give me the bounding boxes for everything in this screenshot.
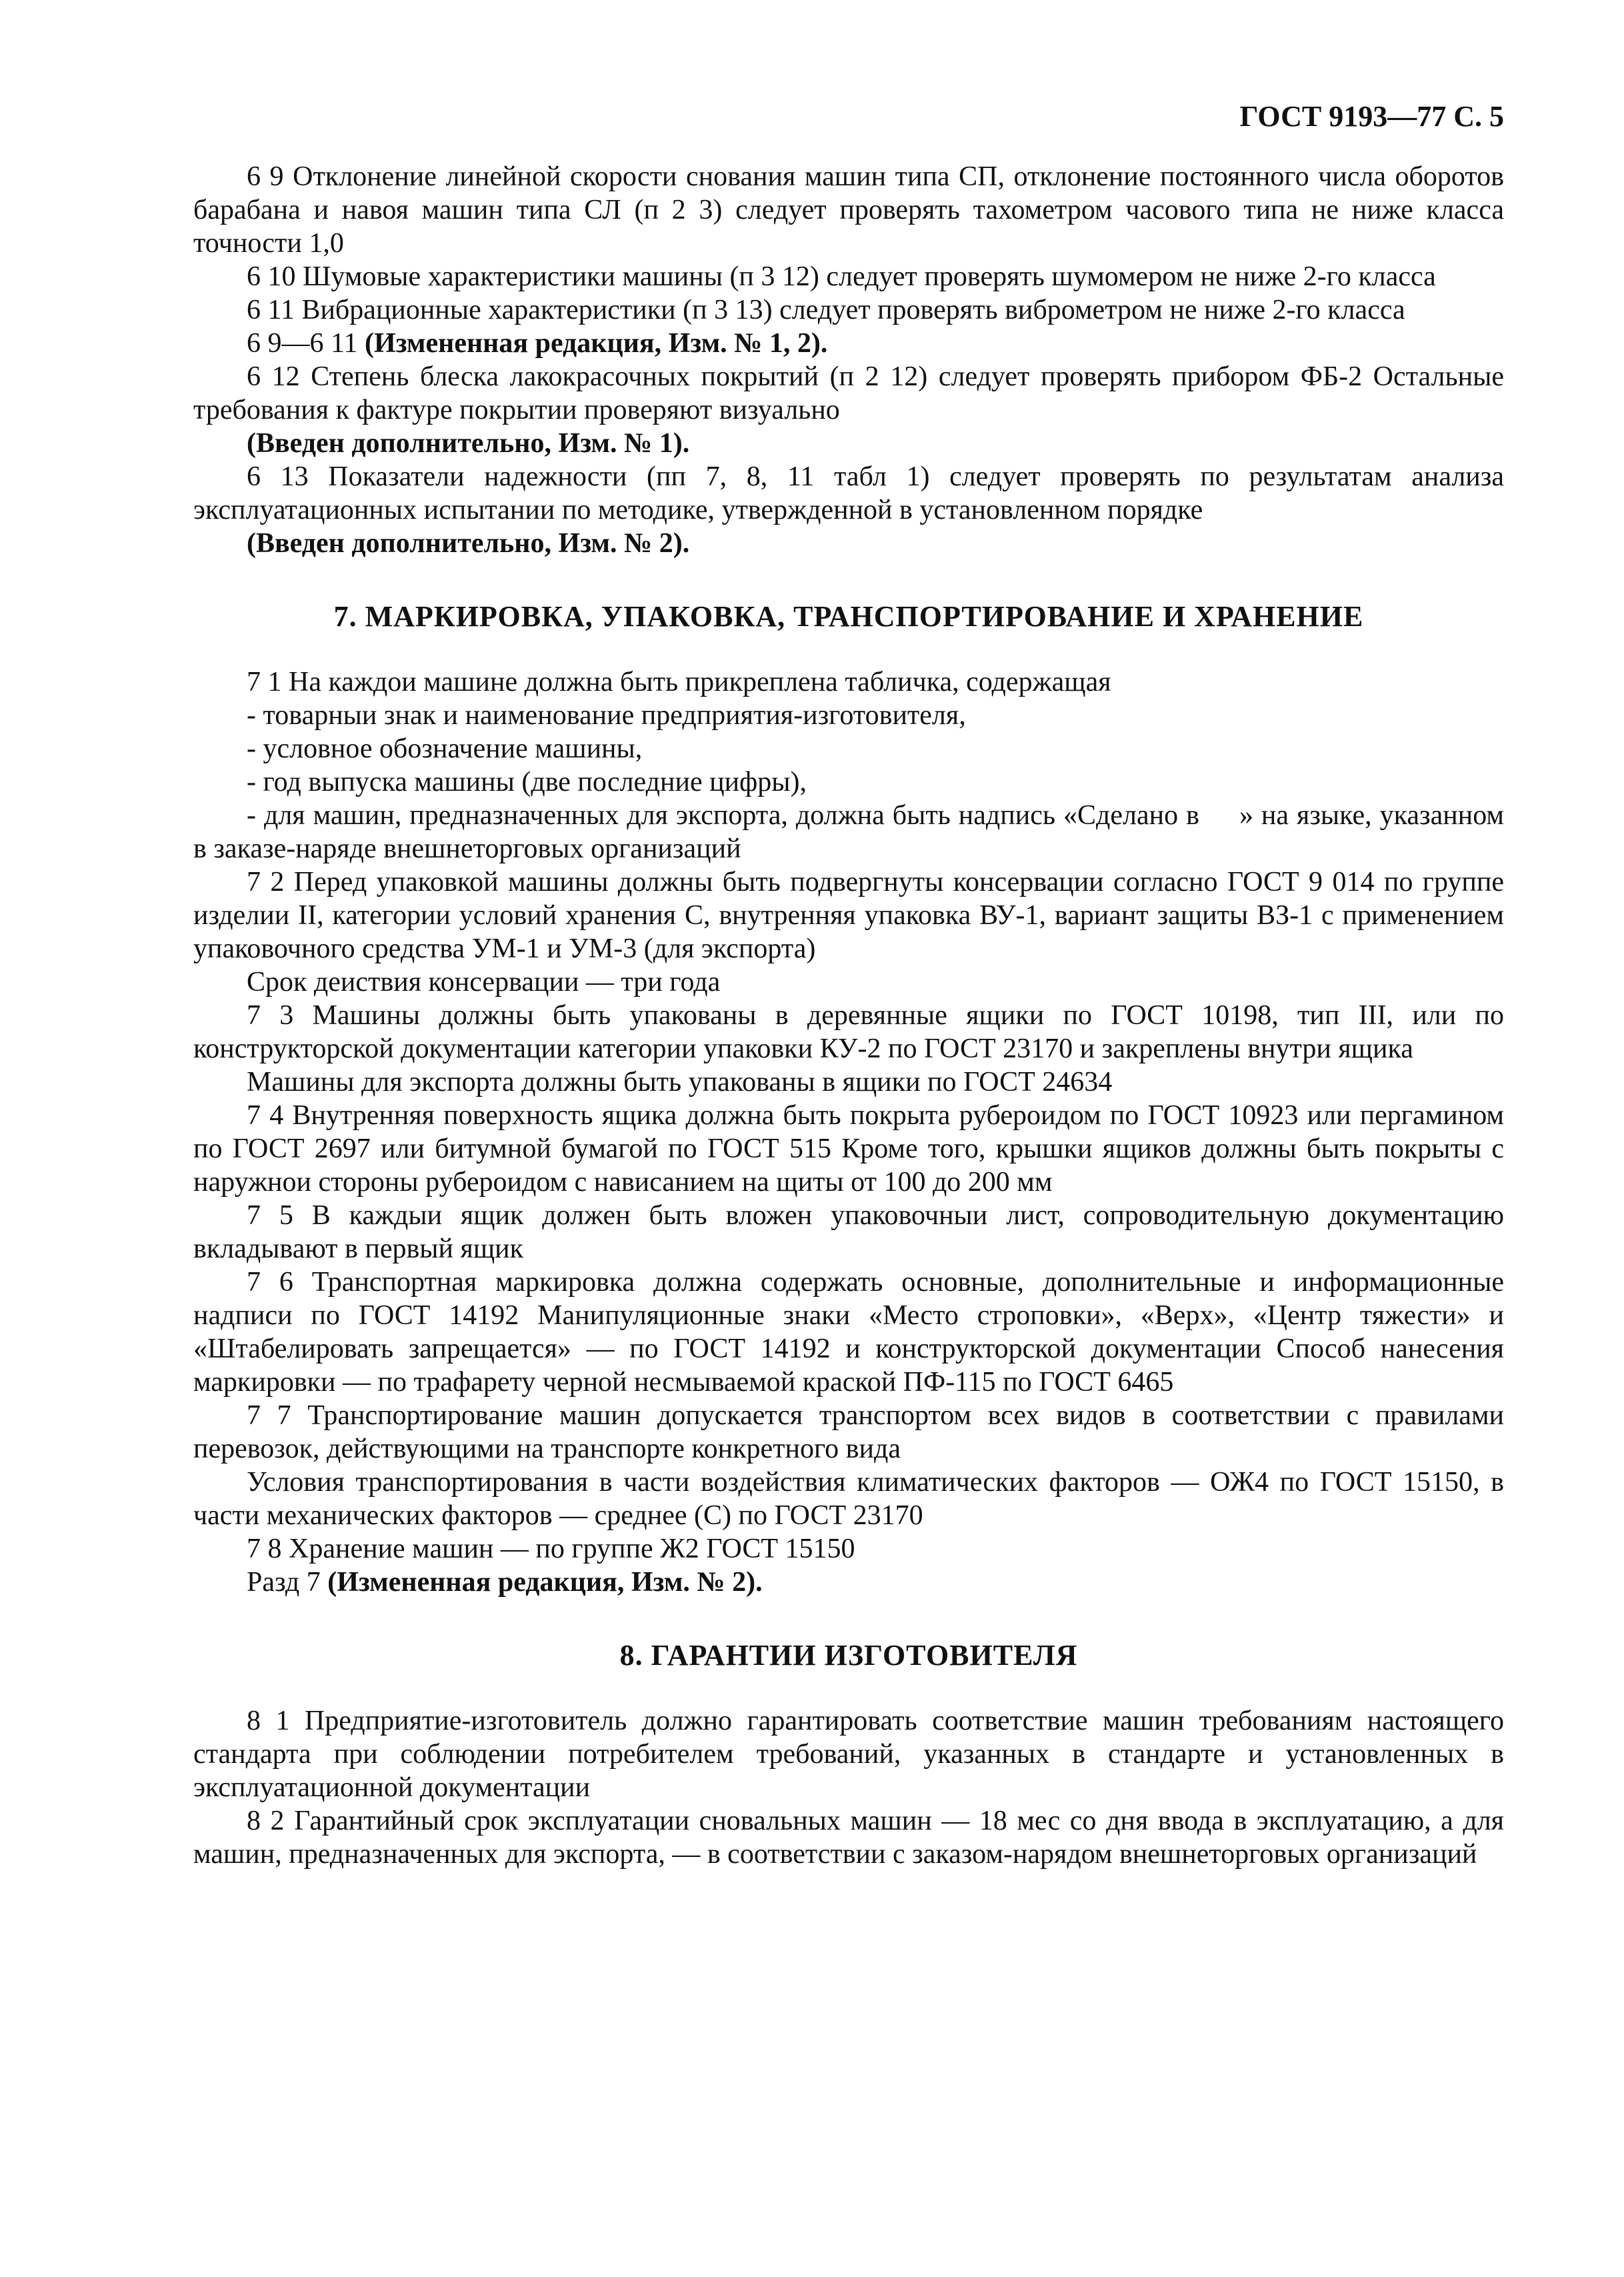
amendment-text: (Измененная редакция, Изм. № 1, 2). xyxy=(364,328,828,359)
page-header: ГОСТ 9193—77 С. 5 xyxy=(1239,100,1504,133)
clause-7-1: 7 1 На каждои машине должна быть прикреплена табличка, содержащая xyxy=(247,667,1111,697)
clause-7-8: 7 8 Хранение машин — по группе Ж2 ГОСТ 15150 xyxy=(247,1534,855,1564)
clause-6-9: 6 9 Отклонение линейной скорости снования машин типа СП, отклонение постоянного числа оборотов барабана и навоя машин типа СЛ (п 2 3) следует проверять тахометром часового типа не ниже класса точности 1,0 xyxy=(193,161,1504,259)
clause-7-3: 7 3 Машины должны быть упакованы в деревянные ящики по ГОСТ 10198, тип III, или по конструкторской документации категории упаковки КУ-2 по ГОСТ 23170 и закреплены внутри ящика xyxy=(193,1000,1504,1064)
amendment-ref: Разд 7 xyxy=(247,1567,328,1598)
list-item-export xyxy=(193,799,1504,865)
clause-7-7-conditions: Условия транспортирования в части воздействия климатических факторов — ОЖ4 по ГОСТ 15150, в части механических факторов — среднее (С) по ГОСТ 23170 xyxy=(193,1467,1504,1531)
clause-7-6: 7 6 Транспортная маркировка должна содержать основные, дополнительные и информационные надписи по ГОСТ 14192 Манипуляционные знаки «Место строповки», «Верх», «Центр тяжести» и «Штабелировать запрещается» — по ГОСТ 14192 и конструкторской документации Способ нанесения маркировки — по трафарету черной несмываемой краской ПФ-115 по ГОСТ 6465 xyxy=(193,1267,1504,1398)
clause-7-2-term: Срок деиствия консервации — три года xyxy=(247,967,721,997)
amendment-ref: 6 9—6 11 xyxy=(247,328,365,359)
clause-6-10: 6 10 Шумовые характеристики машины (п 3 12) следует проверять шумомером не ниже 2-го класса xyxy=(247,261,1436,292)
clause-8-2: 8 2 Гарантийный срок эксплуатации сновальных машин — 18 мес со дня ввода в эксплуатацию, а для машин, предназначенных для экспорта, — в соответствии с заказом-нарядом внешнеторговых организаций xyxy=(193,1806,1504,1870)
section-8-title: 8. ГАРАНТИИ ИЗГОТОВИТЕЛЯ xyxy=(619,1639,1078,1672)
section-8-body xyxy=(193,1704,1504,1871)
export-label-part-2: » на языке, указанном в заказе-наряде внешнеторговых организаций xyxy=(193,800,1504,864)
clause-7-2: 7 2 Перед упаковкой машины должны быть подвергнуты консервации согласно ГОСТ 9 014 по группе изделии II, категории условий хранения С, внутренняя упаковка ВУ-1, вариант защиты ВЗ-1 с применением упаковочного средства УМ-1 и УМ-3 (для экспорта) xyxy=(193,867,1504,964)
clause-7-4: 7 4 Внутренняя поверхность ящика должна быть покрыта рубероидом по ГОСТ 10923 или пергамином по ГОСТ 2697 или битумной бумагой по ГОСТ 515 Кроме того, крышки ящиков должны быть покрыты с наружнои стороны рубероидом с нависанием на щиты от 100 до 200 мм xyxy=(193,1100,1504,1198)
list-item: - условное обозначение машины, xyxy=(247,733,643,764)
clause-7-3-export: Машины для экспорта должны быть упакованы в ящики по ГОСТ 24634 xyxy=(247,1067,1113,1097)
section-6-continued xyxy=(193,160,1504,560)
amendment-text: (Измененная редакция, Изм. № 2). xyxy=(327,1567,763,1598)
section-7-body xyxy=(193,665,1504,1599)
amendment-note-section-7 xyxy=(193,1566,1504,1599)
amendment-note-6-9-6-11 xyxy=(193,327,1504,360)
introduced-note-2: (Введен дополнительно, Изм. № 2). xyxy=(247,528,690,559)
clause-6-12: 6 12 Степень блеска лакокрасочных покрытий (п 2 12) следует проверять прибором ФБ-2 Остальные требования к фактуре покрытии проверяют визуально xyxy=(193,361,1504,425)
list-item: - товарныи знак и наименование предприятия-изготовителя, xyxy=(247,700,966,731)
export-label-part-1: - для машин, предназначенных для экспорта, должна быть надпись «Сделано в xyxy=(247,800,1199,831)
clause-7-5: 7 5 В каждыи ящик должен быть вложен упаковочныи лист, сопроводительную документацию вкладывают в первый ящик xyxy=(193,1200,1504,1264)
section-7-title: 7. МАРКИРОВКА, УПАКОВКА, ТРАНСПОРТИРОВАНИЕ И ХРАНЕНИЕ xyxy=(333,600,1364,633)
clause-6-11: 6 11 Вибрационные характеристики (п 3 13) следует проверять виброметром не ниже 2-го класса xyxy=(247,295,1405,325)
introduced-note-1: (Введен дополнительно, Изм. № 1). xyxy=(247,428,690,459)
clause-7-7: 7 7 Транспортирование машин допускается транспортом всех видов в соответствии с правилами перевозок, действующими на транспорте конкретного вида xyxy=(193,1400,1504,1464)
clause-6-13: 6 13 Показатели надежности (пп 7, 8, 11 табл 1) следует проверять по результатам анализа эксплуатационных испытании по методике, утвержденной в установленном порядке xyxy=(193,461,1504,525)
clause-8-1: 8 1 Предприятие-изготовитель должно гарантировать соответствие машин требованиям настоящего стандарта при соблюдении потребителем требований, указанных в стандарте и установленных в эксплуатационной документации xyxy=(193,1706,1504,1803)
list-item: - год выпуска машины (две последние цифры), xyxy=(247,767,807,797)
